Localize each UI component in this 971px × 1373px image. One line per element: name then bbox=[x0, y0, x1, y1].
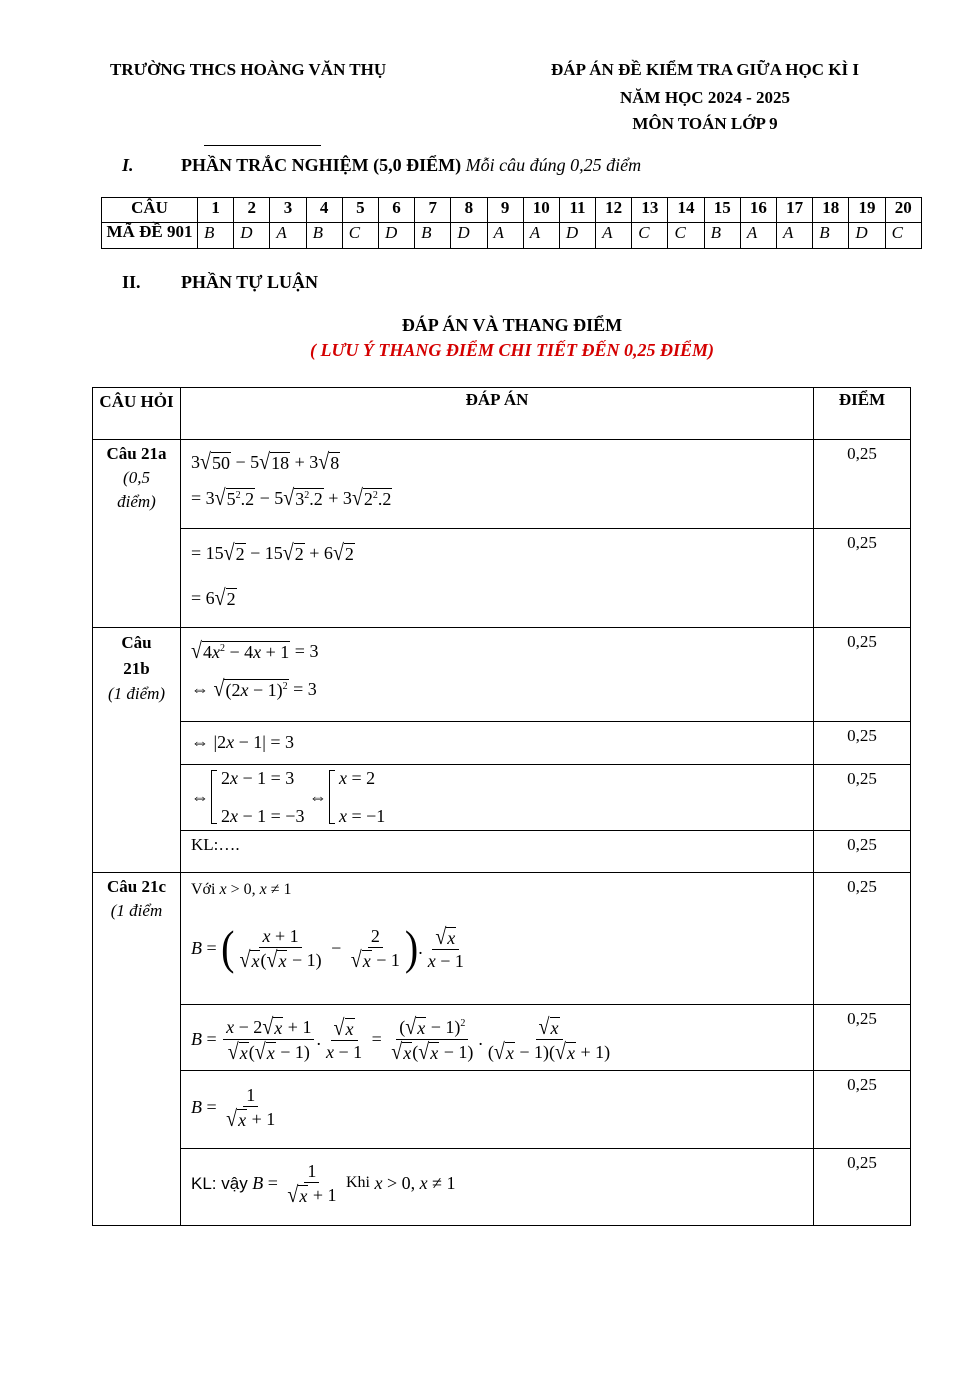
question-number-cell: 9 bbox=[487, 198, 523, 223]
math-line: KL: vậy B = 1 √ x + 1 Khi x > 0, x ≠ 1 bbox=[191, 1160, 456, 1208]
answer-key-cell: C bbox=[668, 223, 704, 249]
doc-title-3: MÔN TOÁN LỚP 9 bbox=[632, 114, 778, 133]
school-name: TRƯỜNG THCS HOÀNG VĂN THỤ bbox=[110, 60, 387, 79]
answer-21b-step1 bbox=[181, 628, 814, 722]
answer-table-header bbox=[93, 388, 911, 440]
answer-key-cell: B bbox=[704, 223, 740, 249]
question-number-cell: 3 bbox=[270, 198, 306, 223]
question-number-cell: 11 bbox=[559, 198, 595, 223]
when-label: Khi bbox=[346, 1174, 370, 1191]
question-number-cell: 13 bbox=[632, 198, 668, 223]
table-row bbox=[93, 1071, 911, 1149]
part1-note: Mỗi câu đúng 0,25 điểm bbox=[465, 155, 642, 175]
math-line: √ $4x^2 - 4x + 1$ = 3 bbox=[191, 638, 319, 664]
header-question: CÂU HỎI bbox=[93, 388, 181, 440]
question-number-cell: 6 bbox=[378, 198, 414, 223]
score-cell: 0,25 bbox=[814, 440, 911, 529]
part1-heading bbox=[181, 155, 641, 176]
answer-key-cell: D bbox=[451, 223, 487, 249]
answer-21c-step3 bbox=[181, 1071, 814, 1149]
score-cell: 0,25 bbox=[814, 765, 911, 831]
table-row bbox=[93, 628, 911, 722]
answer-21a-step2 bbox=[181, 529, 814, 628]
answer-note: ( LƯU Ý THANG ĐIỂM CHI TIẾT ĐẾN 0,25 ĐIỂM) bbox=[310, 340, 714, 360]
score-cell: 0,25 bbox=[814, 722, 911, 765]
question-number-cell: 12 bbox=[596, 198, 632, 223]
table-row bbox=[93, 831, 911, 873]
answer-21c-step1 bbox=[181, 873, 814, 1005]
math-line: ⇔ √ $(2x - 1)^2$ = 3 bbox=[191, 676, 317, 702]
answer-21c-step2 bbox=[181, 1005, 814, 1071]
math-line: B = ( x + 1 √ x ( √ x − 1) − 2 √ x − 1 ) . √ x x − 1 bbox=[191, 920, 464, 975]
part2-title: PHẦN TỰ LUẬN bbox=[181, 272, 319, 292]
question-21c-points: (1 điểm bbox=[110, 901, 163, 920]
table-row bbox=[93, 1149, 911, 1226]
question-number-cell: 7 bbox=[415, 198, 451, 223]
question-number-cell: 8 bbox=[451, 198, 487, 223]
answer-key-cell: D bbox=[234, 223, 270, 249]
answer-key-cell: A bbox=[777, 223, 813, 249]
score-cell: 0,25 bbox=[814, 529, 911, 628]
answer-21b-step3 bbox=[181, 765, 814, 831]
answer-key-cell: A bbox=[596, 223, 632, 249]
question-21a-points: (0,5 điểm) bbox=[117, 468, 156, 511]
answer-title: ĐÁP ÁN VÀ THANG ĐIỂM bbox=[401, 315, 623, 335]
answer-key-cell: A bbox=[270, 223, 306, 249]
question-number-cell: 20 bbox=[885, 198, 921, 223]
math-line: B = 1 √ x + 1 bbox=[191, 1084, 276, 1132]
multiple-choice-table bbox=[101, 197, 922, 249]
score-cell: 0,25 bbox=[814, 1005, 911, 1071]
question-number-cell: 19 bbox=[849, 198, 885, 223]
question-21b-name: Câu 21b bbox=[121, 633, 152, 678]
answer-key-cell: D bbox=[559, 223, 595, 249]
math-line: B = x − 2 √ x + 1 √ x ( √ x − 1) . √ x x − 1 = ( √ x − 1)$^2$ √ x ( √ x − 1) . √ x ( √ x − 1)( √ x + 1) bbox=[191, 1013, 611, 1065]
answer-key-cell: B bbox=[415, 223, 451, 249]
header-points: ĐIỂM bbox=[814, 388, 911, 440]
question-number-cell: 16 bbox=[740, 198, 776, 223]
answer-21b-step2 bbox=[181, 722, 814, 765]
answer-key-cell: A bbox=[740, 223, 776, 249]
math-line: ⇔ 2x − 1 = 3 2x − 1 = −3 ⇔ x = 2 x = −1 bbox=[191, 768, 386, 826]
answer-key-cell: B bbox=[306, 223, 342, 249]
part1-title: PHẦN TRẮC NGHIỆM (5,0 ĐIỂM) bbox=[181, 155, 462, 175]
answer-key-cell: D bbox=[378, 223, 414, 249]
question-row-label: CÂU bbox=[102, 198, 198, 223]
math-line: = 6 √ 2 bbox=[191, 585, 236, 611]
question-21b-points: (1 điểm) bbox=[107, 684, 166, 703]
score-cell: 0,25 bbox=[814, 831, 911, 873]
with-label: Với bbox=[191, 881, 216, 898]
answer-21c-conclusion bbox=[181, 1149, 814, 1226]
table-row bbox=[93, 1005, 911, 1071]
question-21c-cell bbox=[93, 873, 181, 1226]
math-line: = 3 √ $5^2.2$ − 5 √ $3^2.2$ + 3 √ $2^2.2$ bbox=[191, 485, 392, 511]
question-number-cell: 1 bbox=[198, 198, 234, 223]
answer-key-cell: B bbox=[813, 223, 849, 249]
answer-key-cell: A bbox=[487, 223, 523, 249]
question-number-cell: 18 bbox=[813, 198, 849, 223]
math-line: 3 √ 50 − 5 √ 18 + 3 √ 8 bbox=[191, 449, 340, 475]
header-answer: ĐÁP ÁN bbox=[181, 388, 814, 440]
question-number-cell: 10 bbox=[523, 198, 559, 223]
doc-title-1: ĐÁP ÁN ĐỀ KIỂM TRA GIỮA HỌC KÌ I bbox=[551, 60, 859, 79]
question-21c-name: Câu 21c bbox=[106, 877, 167, 896]
answer-key-cell: B bbox=[198, 223, 234, 249]
answer-table bbox=[92, 387, 911, 1226]
answer-key-row bbox=[102, 223, 922, 249]
table-row bbox=[93, 765, 911, 831]
answer-key-cell: A bbox=[523, 223, 559, 249]
exam-code-label: MÃ ĐỀ 901 bbox=[102, 223, 198, 249]
question-21a-name: Câu 21a bbox=[106, 444, 167, 463]
answer-key-cell: C bbox=[342, 223, 378, 249]
answer-key-cell: C bbox=[632, 223, 668, 249]
question-number-cell: 4 bbox=[306, 198, 342, 223]
math-line: ⇔ |2 x − 1| = 3 bbox=[191, 732, 295, 752]
question-number-cell: 2 bbox=[234, 198, 270, 223]
part2-number: II. bbox=[122, 272, 141, 292]
part1-number: I. bbox=[122, 155, 134, 175]
table-row bbox=[93, 529, 911, 628]
answer-key-cell: C bbox=[885, 223, 921, 249]
question-number-row bbox=[102, 198, 922, 223]
score-cell: 0,25 bbox=[814, 1149, 911, 1226]
math-line: = 15 √ 2 − 15 √ 2 + 6 √ 2 bbox=[191, 540, 354, 566]
doc-title-2: NĂM HỌC 2024 - 2025 bbox=[620, 88, 790, 107]
answer-21a-step1 bbox=[181, 440, 814, 529]
answer-21b-conclusion: KL:…. bbox=[181, 831, 814, 873]
question-21a-cell bbox=[93, 440, 181, 628]
score-cell: 0,25 bbox=[814, 873, 911, 1005]
table-row bbox=[93, 873, 911, 1005]
question-number-cell: 5 bbox=[342, 198, 378, 223]
table-row bbox=[93, 440, 911, 529]
question-number-cell: 17 bbox=[777, 198, 813, 223]
score-cell: 0,25 bbox=[814, 1071, 911, 1149]
answer-key-cell: D bbox=[849, 223, 885, 249]
conclusion-prefix: KL: vậy bbox=[191, 1173, 248, 1193]
question-number-cell: 14 bbox=[668, 198, 704, 223]
score-cell: 0,25 bbox=[814, 628, 911, 722]
table-row bbox=[93, 722, 911, 765]
question-21b-cell bbox=[93, 628, 181, 873]
math-line: Với x > 0, x ≠ 1 bbox=[191, 881, 292, 898]
question-number-cell: 15 bbox=[704, 198, 740, 223]
header-divider bbox=[204, 145, 321, 146]
